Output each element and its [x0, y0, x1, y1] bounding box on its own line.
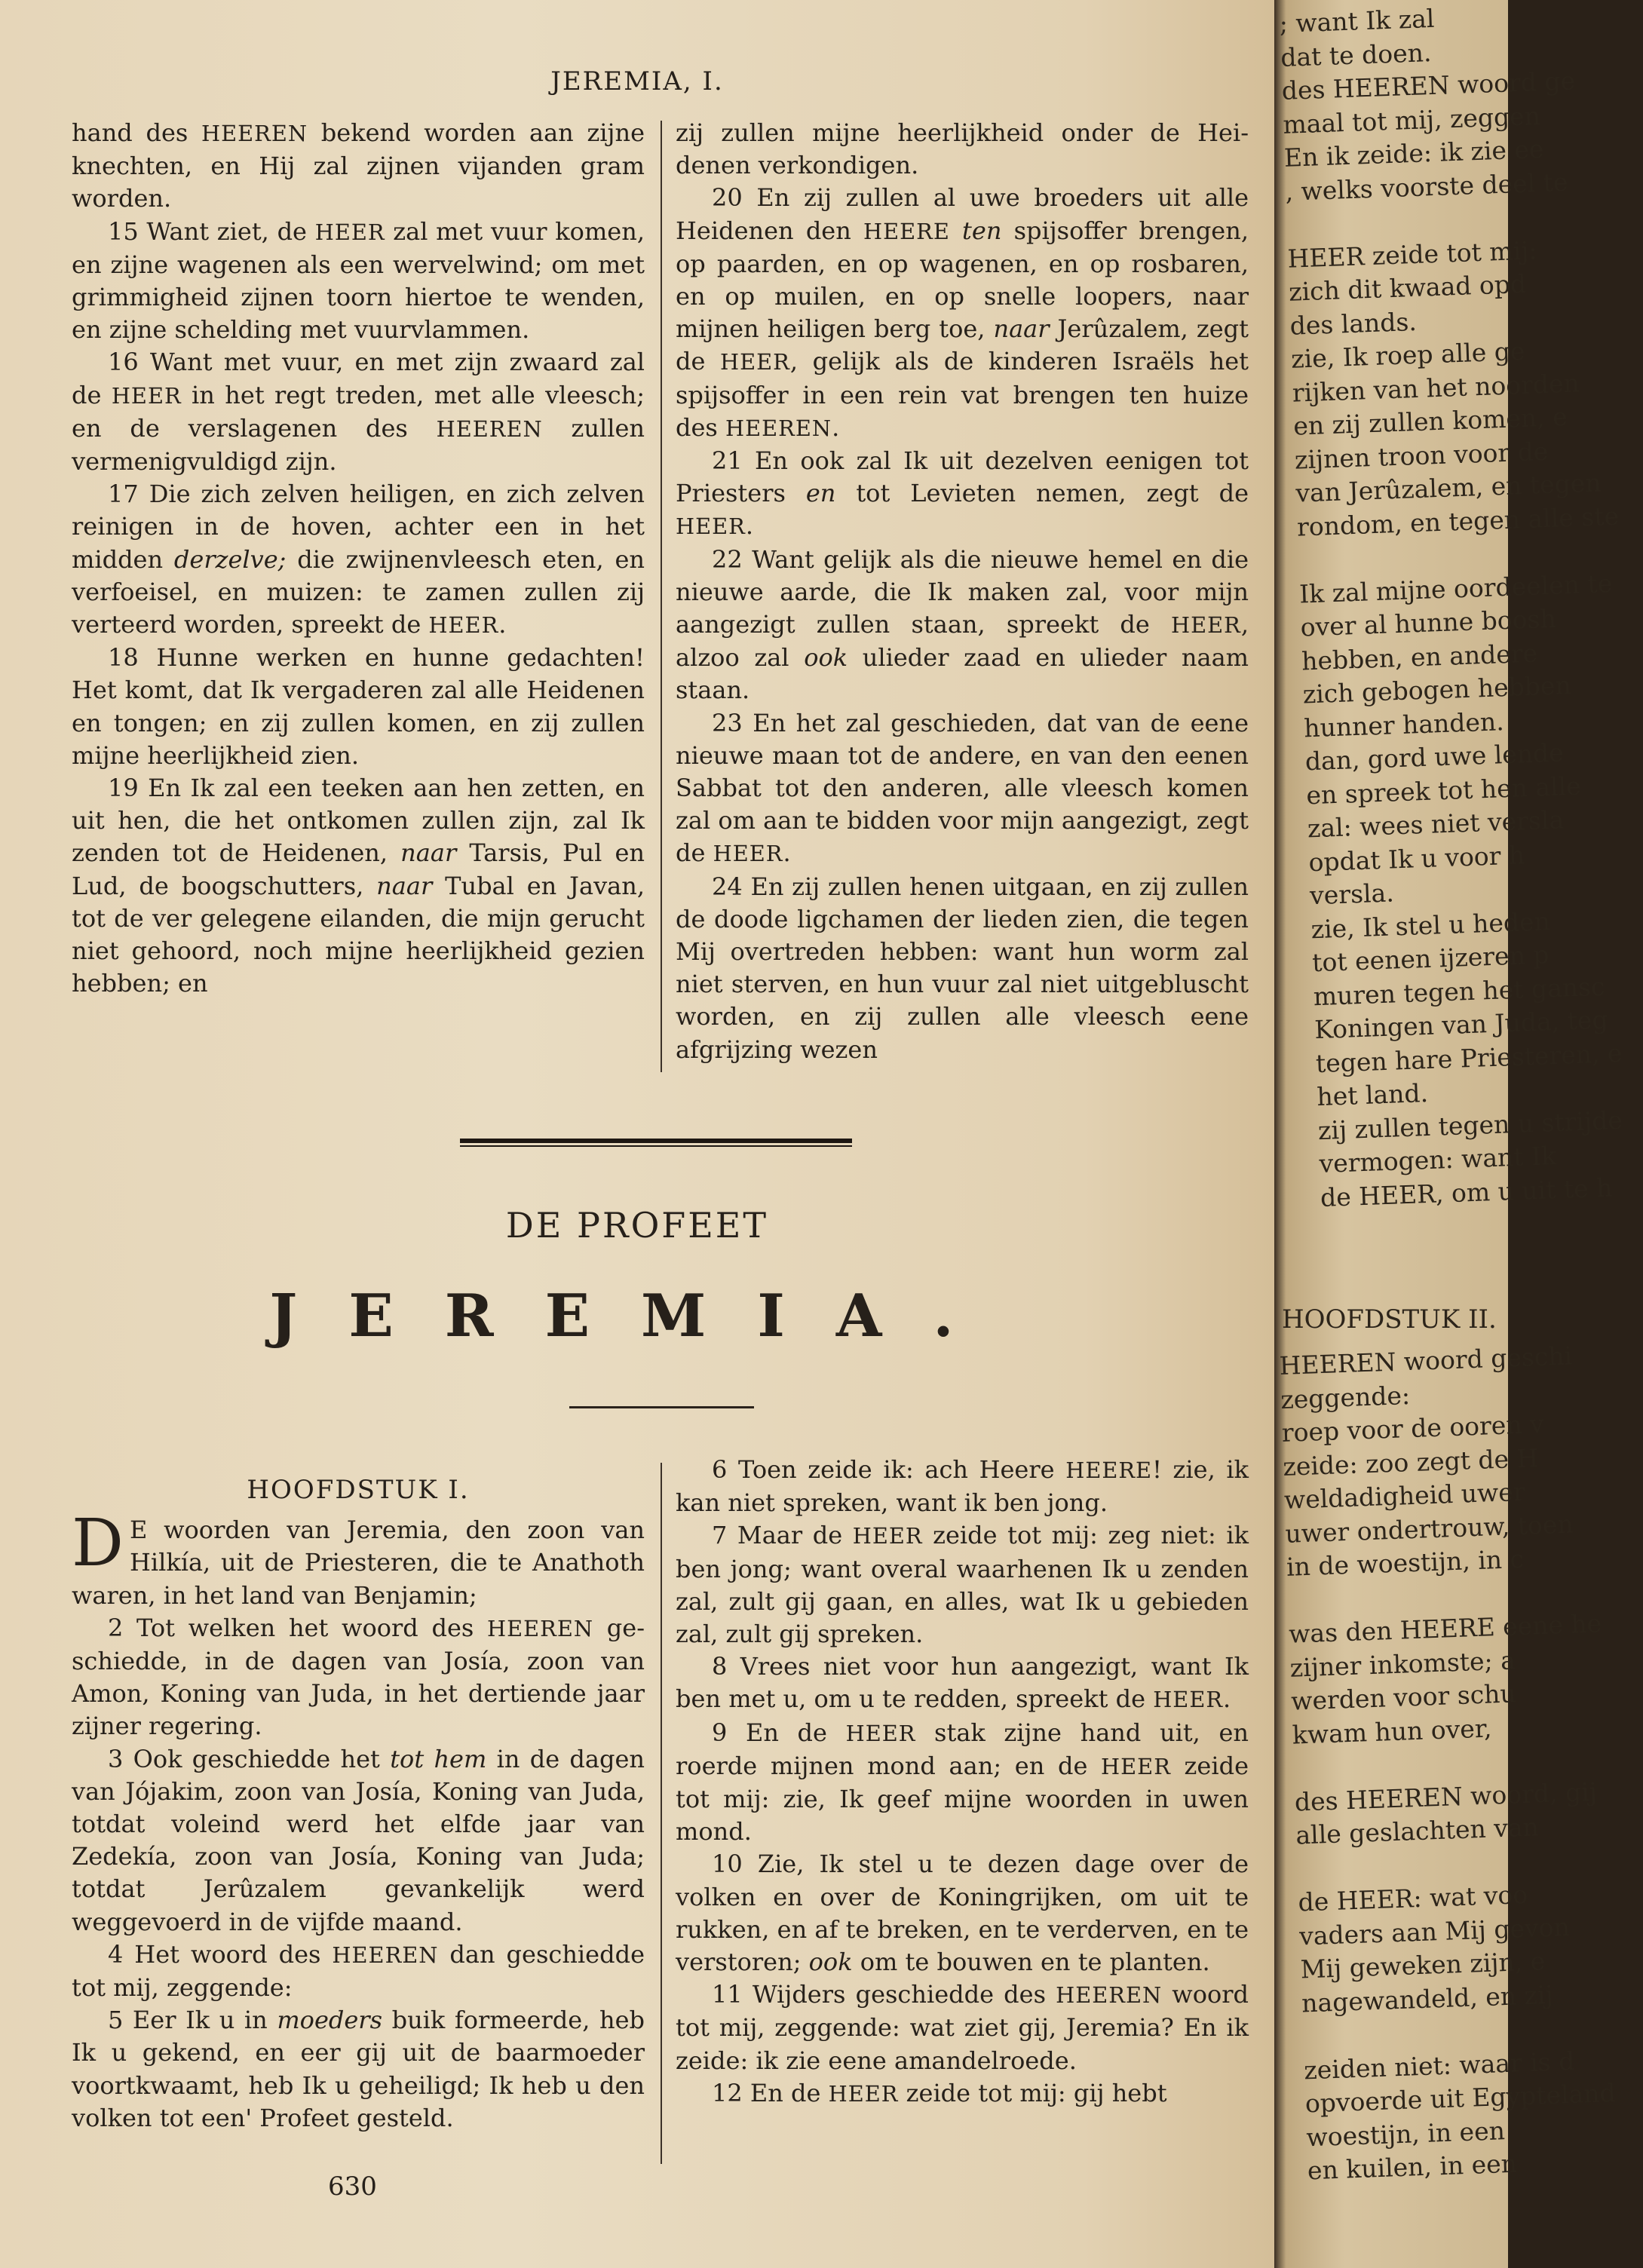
divine-name: HEER — [1170, 612, 1241, 639]
adjacent-page — [1274, 0, 1623, 2268]
adjacent-line: en kuilen, in een — [1307, 2148, 1518, 2186]
italic-supplied-word: naar — [993, 314, 1050, 344]
column-separator-bottom — [661, 1463, 662, 2164]
verse-paragraph: 21 En ook zal Ik uit dezelven eenigen tot Priesters en tot Levieten nemen, zegt de HEER. — [676, 446, 1249, 541]
verse-paragraph: 18 Hunne werken en hunne gedachten! Het komt, dat Ik vergaderen zal alle Heidenen en tongen; en zij zullen komen, en zij zullen mijne heerlijkheid zien. — [72, 643, 645, 770]
right-column-top — [676, 117, 1249, 1066]
adjacent-line: woestijn, in een — [1305, 2115, 1506, 2152]
adjacent-line: vermogen: want Ik — [1318, 1141, 1557, 1179]
drop-cap: D — [72, 1506, 124, 1582]
verse-paragraph: 2 Tot welken het woord des HEEREN geschiedde, in de dagen van Josía, zoon van Amon, Koning van Juda, in het dertiende jaar zijner regering. — [72, 1613, 645, 1741]
verse-paragraph: E woorden van Jeremia, den zoon van Hilkía, uit de Priesteren, die te Anathoth waren, in het land van Benjamin; — [72, 1516, 645, 1610]
italic-supplied-word: ten — [962, 216, 1002, 245]
adjacent-line: zal: wees niet versla — [1307, 805, 1565, 844]
adjacent-line: roep voor de ooren v — [1281, 1408, 1545, 1448]
verse-paragraph: zij zullen mijne heerlijkheid onder de Heidenen verkondigen. — [676, 118, 1249, 180]
adjacent-line: werden voor schu — [1290, 1678, 1517, 1716]
divine-name: HEEREN — [436, 415, 543, 442]
adjacent-line: vaders aan Mij gevon — [1298, 1911, 1571, 1951]
page-number: 630 — [328, 2171, 377, 2202]
adjacent-line: van Jerûzalem, en tegen — [1295, 467, 1602, 508]
left-column-bottom — [72, 1474, 645, 2135]
verse-paragraph: 15 Want ziet, de HEER zal met vuur komen, en zijne wagenen als een wervelwind; om met grimmigheid zijnen toorn hiertoe te wenden, en zijne schelding met vuurvlammen. — [72, 216, 645, 345]
adjacent-line: was den HEERE eene he — [1288, 1608, 1602, 1649]
adjacent-line: opvoerde uit Egypteland — [1304, 2078, 1617, 2119]
adjacent-line: rijken van het noorden — [1292, 367, 1580, 408]
adjacent-line: zich dit kwaad opd — [1288, 268, 1527, 307]
adjacent-line: kwam hun over, — [1292, 1712, 1492, 1750]
adjacent-line: het land. — [1316, 1077, 1429, 1112]
adjacent-line: des HEEREN woord, gij — [1294, 1776, 1598, 1817]
divine-name: HEER — [713, 841, 783, 867]
adjacent-line: zeiden niet: waar is d — [1303, 2046, 1575, 2085]
book-title-line2: JEREMIA. — [269, 1282, 1005, 1350]
adjacent-page-text — [1279, 0, 1643, 1215]
divine-name: HEER — [314, 219, 385, 245]
adjacent-line: des HEEREN woord ge — [1281, 66, 1576, 106]
adjacent-page-text-2 — [1279, 1339, 1621, 2188]
verse-paragraph: 10 Zie, Ik stel u te dezen dage over de volken en over de Koningrijken, om uit te rukken, en af te breken, en te verderven, en te verstoren; ook om te bouwen en te planten. — [676, 1850, 1249, 1977]
adjacent-line: hebben, en andere — [1301, 638, 1538, 676]
divine-name: HEEREN — [201, 121, 308, 146]
adjacent-line: dan, gord uwe lende — [1304, 737, 1565, 777]
divine-name: HEEREN — [487, 1615, 594, 1641]
verse-paragraph: 4 Het woord des HEEREN dan geschiedde tot mij, zeggende: — [72, 1939, 645, 2003]
divine-name: HEER — [852, 1523, 923, 1549]
verse-paragraph: 9 En de HEER stak zijne hand uit, en roerde mijnen mond aan; en de HEER zeide tot mij: zie, Ik geef mijne woorden in uwen mond. — [676, 1718, 1249, 1847]
verse-paragraph: 6 Toen zeide ik: ach Heere HEERE! zie, ik kan niet spreken, want ik ben jong. — [676, 1455, 1249, 1518]
divine-name: HEEREN — [725, 415, 832, 441]
adjacent-line: ; want Ik zal — [1279, 3, 1435, 38]
adjacent-line: rondom, en tegen alle ste — [1296, 501, 1620, 542]
divine-name: HEEREN — [1056, 1982, 1163, 2009]
divine-name: HEEREN — [332, 1942, 439, 1968]
adjacent-line: Mij geweken zijn, e — [1300, 1946, 1546, 1985]
adjacent-line: en spreek tot hen alle — [1305, 771, 1582, 810]
divine-name: HEERE — [863, 218, 950, 244]
adjacent-line: dat te doen. — [1280, 37, 1432, 72]
adjacent-line: de HEER, om u uit te h — [1320, 1172, 1613, 1212]
adjacent-line: des lands. — [1289, 306, 1418, 341]
verse-paragraph: 8 Vrees niet voor hun aangezigt, want Ik ben met u, om u te redden, spreekt de HEER. — [676, 1652, 1249, 1714]
adjacent-line: zijner inkomste; a — [1289, 1644, 1516, 1683]
adjacent-line: HEER zeide tot mij: — [1286, 234, 1538, 274]
adjacent-line: tot eenen ijzeren p — [1311, 939, 1550, 978]
verse-paragraph: 17 Die zich zelven heiligen, en zich zelven reinigen in de hoven, achter een in het midden derzelve; die zwijnenvleesch eten, en verfoeisel, en muizen: te zamen zullen zij verteerd worden, spreekt de HEER. — [72, 480, 645, 639]
book-title-line1: DE PROFEET — [505, 1205, 769, 1246]
adjacent-line: opdat Ik u voor h — [1307, 839, 1525, 877]
adjacent-line: zijnen troon voor de — [1294, 436, 1549, 475]
title-underline — [569, 1406, 754, 1408]
verse-paragraph: 7 Maar de HEER zeide tot mij: zeg niet: ik ben jong; want overal waarhenen Ik u zenden zal, zult gij gaan, en alles, wat Ik u gebieden zal, zult gij spreken. — [676, 1521, 1249, 1649]
left-column-bottom-text — [72, 1506, 645, 2135]
verse-paragraph: 22 Want gelijk als die nieuwe hemel en die nieuwe aarde, die Ik maken zal, voor mijn aangezigt zullen staan, spreekt de HEER, alzoo zal ook ulieder zaad en ulieder naam staan. — [676, 544, 1249, 705]
adjacent-line: zich gebogen hebben — [1302, 670, 1572, 710]
italic-supplied-word: derzelve; — [173, 544, 287, 574]
right-column-bottom — [676, 1454, 1249, 2110]
verse-paragraph: 24 En zij zullen henen uitgaan, en zij zullen de doode ligchamen der lieden zien, die tegen Mij overtreden hebben: want hun worm zal niet sterven, en hun vuur zal niet uitgebluscht worden, en zij zullen alle vleesch eene afgrijzing wezen — [676, 872, 1249, 1064]
adjacent-line: in de woestijn, in c — [1286, 1543, 1525, 1582]
adjacent-line: HEEREN woord geschi — [1279, 1341, 1573, 1381]
verse-paragraph: hand des HEEREN bekend worden aan zijne knechten, en Hij zal zijnen vijanden gram worden. — [72, 118, 645, 213]
column-separator-top — [661, 121, 662, 1072]
verse-paragraph: 5 Eer Ik u in moeders buik formeerde, heb Ik u gekend, en eer gij uit de baarmoeder voortkwaamt, heb Ik u geheiligd; Ik heb u den volken tot een' Profeet gesteld. — [72, 2006, 645, 2132]
running-head: JEREMIA, I. — [550, 66, 724, 97]
verse-paragraph: 3 Ook geschiedde het tot hem in de dagen van Jójakim, zoon van Josía, Koning van Juda, totdat voleind werd het elfde jaar van Zedekía, zoon van Josía, Koning van Juda; totdat Jerûzalem gevankelijk werd weggevoerd in de vijfde maand. — [72, 1744, 645, 1936]
divine-name: HEER — [720, 349, 790, 375]
adjacent-line: muren tegen het gansc — [1313, 971, 1606, 1011]
adjacent-line: nagewandeld, en zij — [1301, 1979, 1554, 2018]
divine-name: HEER — [111, 382, 182, 409]
divine-name: HEER — [828, 2080, 899, 2107]
divine-name: HEER — [676, 513, 746, 540]
italic-supplied-word: moeders — [277, 2006, 383, 2035]
left-column-top — [72, 117, 645, 1000]
adjacent-line: weldadigheid uwer — [1283, 1476, 1526, 1515]
verse-paragraph: 11 Wijders geschiedde des HEEREN woord tot mij, zeggende: wat ziet gij, Jeremia? En ik zeide: ik zie eene amandelroede. — [676, 1980, 1249, 2075]
adjacent-line: uwer ondertrouw, toen — [1284, 1509, 1574, 1549]
verse-paragraph: 19 En Ik zal een teeken aan hen zetten, en uit hen, die het ontkomen zullen zijn, zal Ik zenden tot de Heidenen, naar Tarsis, Pul en Lud, de boogschutters, naar Tubal en Javan, tot de ver gelegene eilanden, die mijn gerucht niet gehoord, noch mijne heerlijkheid gezien hebben; en — [72, 774, 645, 998]
divine-name: HEER — [845, 1720, 916, 1746]
adjacent-line: zij zullen tegen u strijde — [1317, 1105, 1623, 1145]
adjacent-line: hunner handen. — [1303, 706, 1505, 743]
adjacent-line: zie, Ik stel u heden — [1310, 906, 1551, 944]
adjacent-line: , welks voorste deel te — [1284, 167, 1569, 207]
adjacent-line: versla. — [1309, 878, 1395, 911]
adjacent-line: zie, Ik roep alle ge — [1290, 336, 1525, 374]
adjacent-line: maal tot mij, zeggen — [1282, 100, 1541, 139]
adjacent-line: alle geslachten van — [1295, 1812, 1540, 1850]
verse-paragraph: 16 Want met vuur, en met zijn zwaard zal de HEER in het regt treden, met alle vleesch; en de verslagenen des HEEREN zullen vermenigvuldigd zijn. — [72, 348, 645, 477]
divine-name: HEER — [1101, 1753, 1171, 1779]
chapter-heading: HOOFDSTUK I. — [247, 1475, 470, 1505]
italic-supplied-word: ook — [808, 1948, 853, 1977]
adjacent-line: de HEER: wat voo — [1297, 1879, 1528, 1917]
divine-name: HEERE — [1065, 1457, 1153, 1483]
adjacent-line: Koningen van Juda, teg — [1313, 1004, 1609, 1045]
verse-paragraph: 20 En zij zullen al uwe broeders uit alle Heidenen den HEERE ten spijsoffer brengen, op paarden, en op wagenen, en op rosbaren, en op muilen, en op snelle loopers, naar mijnen heiligen berg toe, naar Jerûzalem, zegt de HEER, gelijk als de kinderen Israëls het spijsoffer in een rein vat brengen ten huize des HEEREN. — [676, 183, 1249, 442]
divine-name: HEER — [428, 612, 499, 639]
verse-paragraph: 23 En het zal geschieden, dat van de eene nieuwe maan tot de andere, en van den eenen Sabbat tot den anderen, alle vleesch komen zal om aan te bidden voor mijn aangezigt, zegt de HEER. — [676, 708, 1249, 868]
section-rule-thin — [460, 1145, 852, 1147]
adjacent-line: zeide: zoo zegt de H — [1282, 1442, 1539, 1482]
section-rule-thick — [460, 1139, 852, 1143]
adjacent-line: en zij zullen komen, e — [1292, 401, 1568, 441]
adjacent-line: Ik zal mijne oordeelen te — [1298, 568, 1613, 609]
divine-name: HEER — [1153, 1687, 1224, 1713]
italic-supplied-word: ook — [804, 643, 848, 673]
italic-supplied-word: en — [805, 479, 836, 508]
adjacent-line: over al hunne boosh — [1300, 603, 1557, 642]
italic-supplied-word: tot hem — [390, 1744, 487, 1773]
italic-supplied-word: naar — [400, 838, 457, 868]
adjacent-line: En ik zeide: ik zie ee — [1283, 133, 1545, 173]
adjacent-line: tegen hare Priesteren, e — [1315, 1037, 1623, 1078]
italic-supplied-word: naar — [376, 871, 433, 900]
adjacent-chapter-heading: HOOFDSTUK II. — [1282, 1304, 1497, 1335]
verse-paragraph: 12 En de HEER zeide tot mij: gij hebt — [712, 2078, 1167, 2107]
adjacent-line: zeggende: — [1280, 1380, 1411, 1414]
